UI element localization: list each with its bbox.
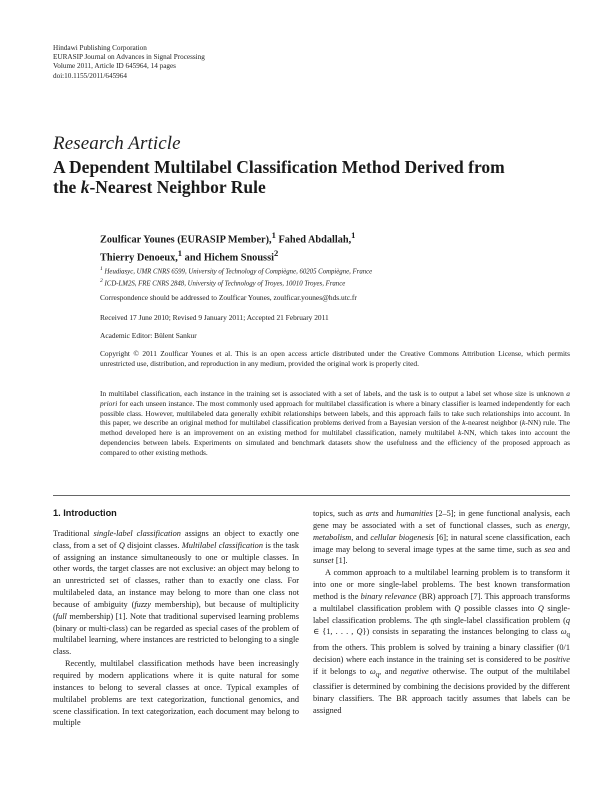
text: and <box>378 509 397 518</box>
affiliations <box>100 265 560 288</box>
paragraph: Recently, multilabel classification methods have been increasingly required by modern applications where it is quite natural for some instances to belong to several classes at once. Typical examples of multilabel problems are text categorization, functional genomics, and scene classification. In text categorization, each document may belong to multiple <box>53 659 299 728</box>
paragraph <box>313 508 570 567</box>
text: topics, such as <box>313 509 366 518</box>
italic-text: full <box>55 611 67 621</box>
text: ∈ {1, . . . , <box>313 627 357 637</box>
italic-text: Q <box>118 540 125 550</box>
title-line-2 <box>53 177 573 197</box>
academic-editor: Academic Editor: Bülent Sankur <box>100 331 197 340</box>
text: and <box>555 544 570 554</box>
italic-text: negative <box>400 666 429 676</box>
italic-text: metabolism <box>313 532 352 542</box>
text: Traditional <box>53 528 94 538</box>
abstract-text: -nearest neighbor ( <box>465 418 523 428</box>
italic-text: Multilabel classification <box>181 540 263 550</box>
abstract-italic: k <box>462 418 466 428</box>
abstract-text: for each unseen instance. The most commonly used approach for multilabel classification is where a binary classifier is learned independently for each possible class. However, multilabeled data generally exhibit relationships between labels, and this approach fails to take such relationships into account. In this paper, we describe an original method for multilabel classification problems derived from a Bayesian version of the <box>100 398 570 428</box>
author-line-1 <box>100 229 520 247</box>
title-text: the <box>53 177 81 197</box>
text: disjoint classes. <box>124 540 182 550</box>
text: (BR) approach [7]. This approach transforms a multilabel classification problem with <box>313 591 571 613</box>
italic-text: Q <box>537 603 544 613</box>
italic-text: single-label classification <box>93 528 181 538</box>
section-divider <box>53 495 570 496</box>
affiliation-marker: 2 <box>100 277 103 284</box>
text: [6]; in natural scene classification, each image may belong to several image types at the same time, such as <box>313 532 570 554</box>
correspondence <box>100 293 357 302</box>
subscript: q <box>375 671 380 679</box>
author-name: Zoulficar Younes (EURASIP Member), <box>100 234 272 246</box>
italic-text: sunset <box>313 556 334 566</box>
italic-text: fuzzy <box>134 599 151 609</box>
section-heading: 1. Introduction <box>53 508 117 518</box>
affiliation-marker: 2 <box>273 247 279 258</box>
journal-header <box>53 44 205 81</box>
author-name: Thierry Denoeux, <box>100 252 178 264</box>
abstract <box>100 389 570 458</box>
correspondence-text: Correspondence should be addressed to Zoulficar Younes, <box>100 293 274 302</box>
affiliation-marker: 1 <box>271 230 276 240</box>
text: membership) [1]. Note that traditional supervised learning problems (binary or multi-class) can be regarded as special cases of the problem of multilabel learning, where instances are restricted to belonging to a single class. <box>53 611 299 657</box>
article-dates: Received 17 June 2010; Revised 9 January 2011; Accepted 21 February 2011 <box>100 313 329 322</box>
italic-text: energy <box>545 520 568 530</box>
title-line-1: A Dependent Multilabel Classification Method Derived from <box>53 157 505 177</box>
text: }) consists in separating the instances belonging to class <box>362 627 561 637</box>
paragraph <box>53 528 299 658</box>
italic-text: cellular biogenesis <box>370 532 434 542</box>
author-list <box>100 229 520 265</box>
abstract-italic: k <box>522 418 526 428</box>
author-line-2 <box>100 247 520 265</box>
paper-title <box>53 157 573 197</box>
italic-text: q <box>430 615 435 625</box>
text: , <box>567 520 570 530</box>
italic-text: ω <box>369 666 376 676</box>
doi-line: doi:10.1155/2011/645964 <box>53 71 127 80</box>
paragraph <box>313 567 570 716</box>
affiliation-text: ICD-LM2S, FRE CNRS 2848, University of Technology of Troyes, 10010 Troyes, France <box>102 279 346 287</box>
italic-text: binary relevance <box>360 591 417 601</box>
italic-text: Q <box>454 603 461 613</box>
text: assigns an object to exactly one class, from a set of <box>53 528 299 550</box>
text: , and <box>379 666 401 676</box>
italic-text: sea <box>544 544 556 554</box>
article-type: Research Article <box>53 133 181 154</box>
left-column <box>53 508 299 729</box>
italic-text: arts <box>365 509 379 518</box>
abstract-text: In multilabel classification, each instance in the training set is associated with a set of labels, and the task is to output a label set whose size is unknown <box>100 389 567 398</box>
italic-text: ω <box>560 627 567 637</box>
affiliation-text: Heudiasyc, UMR CNRS 6599, University of Technology of Compiègne, 60205 Compiègne, France <box>102 268 373 276</box>
text: th single-label classification problem ( <box>434 615 566 625</box>
italic-text: humanities <box>396 509 433 518</box>
text: , and <box>351 532 371 542</box>
affiliation-2 <box>100 277 560 289</box>
author-name: Fahed Abdallah, <box>275 234 352 246</box>
volume-line: Volume 2011, Article ID 645964, 14 pages <box>53 62 176 71</box>
italic-text: positive <box>544 654 570 664</box>
right-column <box>313 508 570 717</box>
author-name: and Hichem Snoussi <box>182 252 274 264</box>
text: from the others. This problem is solved by training a binary classifier (0/1 decision) where each instance in the training set is considered to be <box>313 642 570 664</box>
text: [1]. <box>333 556 348 566</box>
title-k: k <box>80 177 90 197</box>
email-link[interactable]: zoulficar.younes@hds.utc.fr <box>273 293 357 302</box>
text: otherwise. The output of the multilabel classifier is determined by combining the decisions provided by the different binary classifiers. The BR approach tacitly assumes that labels can be assigned <box>313 666 571 715</box>
italic-text: q <box>565 615 570 625</box>
text: [2–5]; in gene functional analysis, each gene may be associated with a set of functional classes, such as <box>313 509 570 530</box>
affiliation-marker: 1 <box>100 266 103 272</box>
subscript: q <box>566 632 570 640</box>
text: A common approach to a multilabel learning problem is to transform it into one or more single-label problems. The best known transformation method is the <box>313 568 570 601</box>
abstract-italic: k <box>458 428 462 438</box>
italic-text: Q <box>356 627 363 637</box>
abstract-italic: a priori <box>100 389 570 408</box>
affiliation-1 <box>100 265 560 277</box>
journal-line: EURASIP Journal on Advances in Signal Processing <box>53 53 205 62</box>
affiliation-marker: 1 <box>177 247 183 258</box>
title-text: -Nearest Neighbor Rule <box>89 177 266 197</box>
publisher-line: Hindawi Publishing Corporation <box>53 44 147 52</box>
abstract-text: -NN) rule. The method developed here is an improvement on an existing method for multilabel classification, namely multilabel <box>100 418 570 438</box>
text: is the task of assigning an instance simultaneously to one or multiple classes. In other words, the target classes are not exclusive: an object may belong to an unrestricted set of classes, rather than to exactly one class. For multilabeled data, an instance may belong to more than one class not because of ambiguity ( <box>53 540 300 609</box>
text: possible classes into <box>460 603 538 613</box>
text: membership), but because of multiplicity ( <box>53 599 299 621</box>
text: single-label classification problems. The <box>313 603 571 625</box>
abstract-text: -NN, which takes into account the dependencies between labels. Experiments on simulated and benchmark datasets show the usefulness and the efficiency of the proposed approach as compared to other existing methods. <box>100 428 570 457</box>
affiliation-marker: 1 <box>351 230 356 240</box>
text: if it belongs to <box>313 666 370 676</box>
copyright-notice: Copyright © 2011 Zoulficar Younes et al. This is an open access article distributed under the Creative Commons Attribution License, which permits unrestricted use, distribution, and reproduction in any medium, provided the original work is properly cited. <box>100 349 570 368</box>
